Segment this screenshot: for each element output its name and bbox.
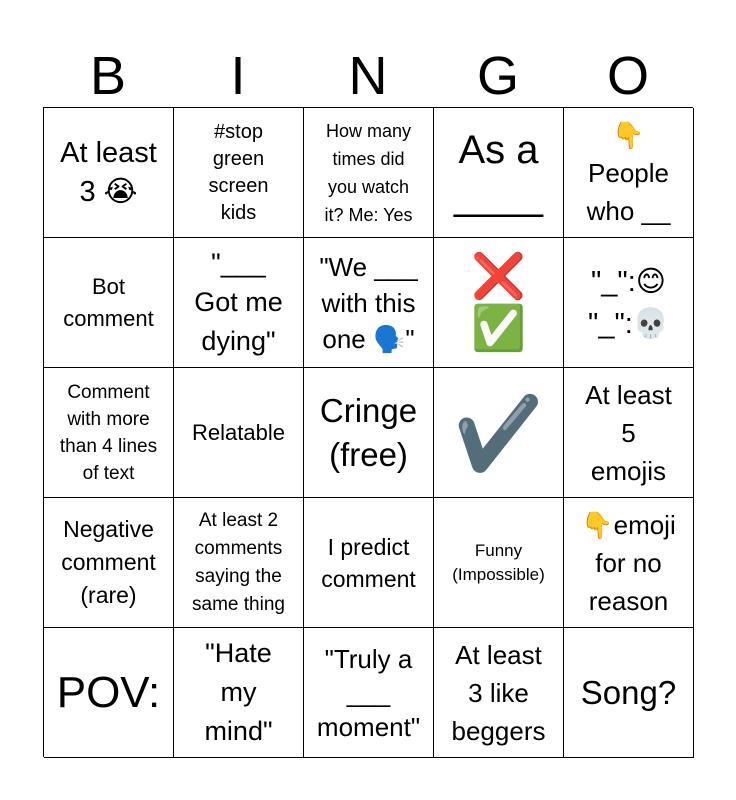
cell-text: At least 2 comments saying the same thing [192, 509, 285, 615]
cell-text: Song? [580, 673, 677, 711]
cell-text: 👇 People who __ [586, 119, 671, 226]
bingo-cell-r4c3[interactable] [304, 498, 434, 628]
cell-text: "_":😊 "_":💀 [588, 265, 669, 340]
cell-text: At least 5 emojis [585, 379, 672, 486]
bingo-cell-r5c2[interactable] [174, 628, 304, 758]
bingo-cell-r3c1[interactable] [44, 368, 174, 498]
bingo-cell-r1c2[interactable] [174, 108, 304, 238]
cell-text: Comment with more than 4 lines of text [59, 381, 158, 484]
cell-text: "Truly a ___ moment" [316, 643, 421, 742]
cell-text: Bot comment [63, 273, 154, 331]
cell-text: Negative comment (rare) [61, 516, 156, 608]
bingo-cell-r4c1[interactable] [44, 498, 174, 628]
header-letter-i: I [230, 46, 246, 106]
cell-text: At least 3 like beggers [451, 639, 546, 746]
bingo-cell-r3c3[interactable] [304, 368, 434, 498]
bingo-cell-r1c1[interactable] [44, 108, 174, 238]
cell-text: How many times did you watch it? Me: Yes [324, 120, 413, 225]
header-letter-b: B [89, 46, 127, 106]
cell-text: As a ____ [454, 127, 543, 218]
bingo-cell-r5c3[interactable] [304, 628, 434, 758]
cell-text: At least 3 😭 [60, 136, 157, 208]
header-letter-o: O [606, 46, 649, 106]
header-letter-g: G [476, 46, 519, 106]
cell-text: Relatable [192, 419, 285, 445]
bingo-cell-r4c5[interactable] [564, 498, 694, 628]
cell-text: #stop green screen kids [208, 120, 269, 224]
bingo-cell-r2c3[interactable] [304, 238, 434, 368]
cell-text: "Hate my mind" [204, 638, 273, 746]
check-mark-icon: ✔️ [453, 390, 544, 475]
bingo-cell-r4c2[interactable] [174, 498, 304, 628]
cell-text: POV: [56, 667, 161, 717]
bingo-cell-r2c5[interactable] [564, 238, 694, 368]
bingo-grid [43, 107, 693, 757]
cell-text: "We ___ with this one 🗣️" [319, 251, 418, 354]
bingo-cell-r5c4[interactable] [434, 628, 564, 758]
header-letter-n: N [348, 46, 388, 106]
bingo-cell-r3c2[interactable] [174, 368, 304, 498]
bingo-cell-r2c1[interactable] [44, 238, 174, 368]
bingo-cell-r1c5[interactable] [564, 108, 694, 238]
bingo-cell-r2c2[interactable] [174, 238, 304, 368]
bingo-cell-r4c4[interactable] [434, 498, 564, 628]
bingo-cell-r5c1[interactable] [44, 628, 174, 758]
cell-text: ❌ ✅ [471, 251, 526, 353]
bingo-cell-r1c3[interactable] [304, 108, 434, 238]
cell-text: "___ Got me dying" [194, 248, 283, 356]
bingo-cell-r1c4[interactable] [434, 108, 564, 238]
bingo-cell-r5c5[interactable] [564, 628, 694, 758]
cell-text: I predict comment [321, 533, 416, 592]
bingo-cell-r3c5[interactable] [564, 368, 694, 498]
cell-text: Funny (Impossible) [452, 540, 545, 584]
cell-text: Cringe (free) [319, 391, 418, 473]
cell-text: 👇emoji for no reason [581, 509, 676, 616]
bingo-cell-r2c4[interactable] [434, 238, 564, 368]
bingo-header [43, 45, 693, 107]
bingo-cell-r3c4[interactable] [434, 368, 564, 498]
